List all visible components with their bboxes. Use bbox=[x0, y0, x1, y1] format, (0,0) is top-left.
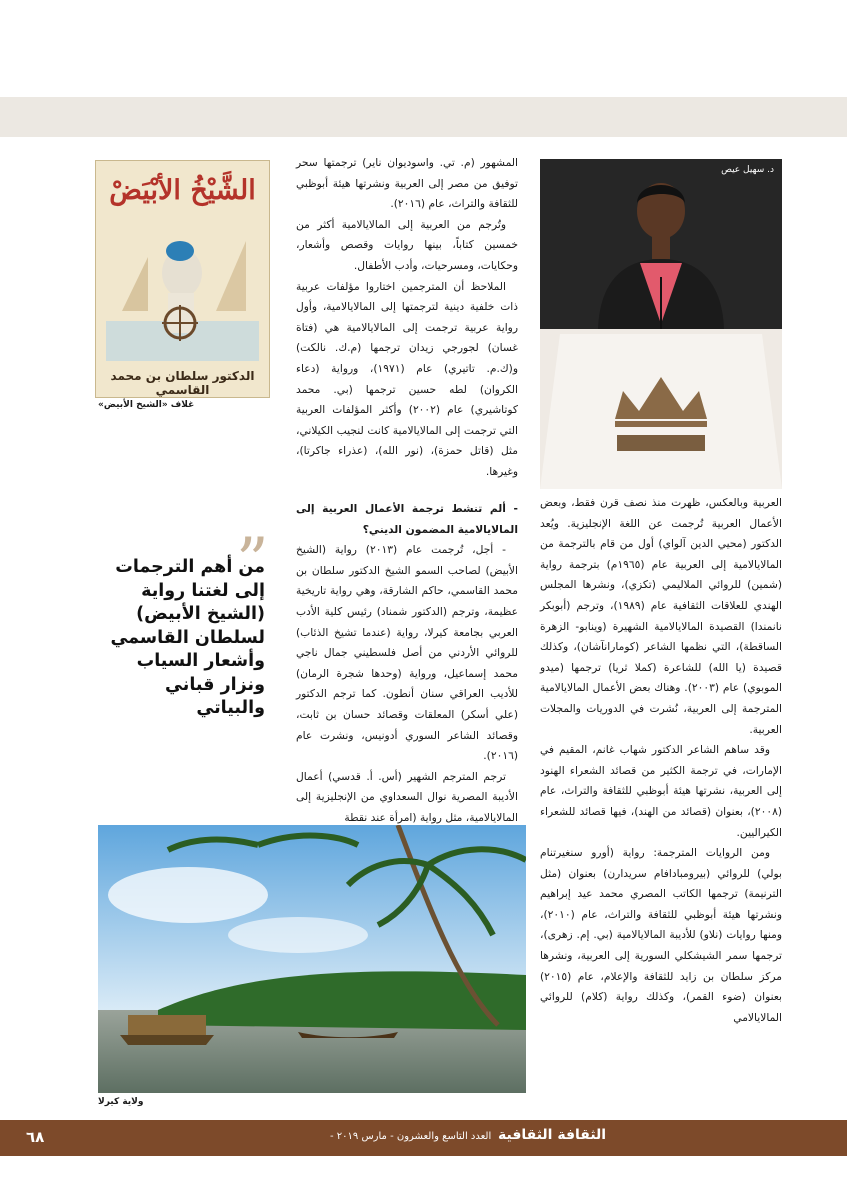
paragraph: ترجم المترجم الشهير (أس. أ. قدسي) أعمال الأديبة المصرية نوال السعداوي من الإنجليزية إلى المالايالامية، مثل رواية (امرأة عند نقطة bbox=[296, 769, 518, 824]
header-band bbox=[0, 97, 847, 137]
photo-caption: د. سهيل عيص bbox=[721, 165, 774, 175]
pull-quote: من أهم الترجمات إلى لغتنا رواية (الشيخ الأبيض) لسلطان القاسمي وأشعار السياب ونزار قباني والبياتي bbox=[110, 557, 265, 718]
paragraph: الملاحظ أن المترجمين اختاروا مؤلفات عربية ذات خلفية دينية لترجمتها إلى المالايالامية، وأول رواية عربية ترجمت إلى المالايالامية هي (فتاة غسان) لجورجي زيدان ترجمها (م.ك. نالكت) و(ك.م. تاتيري) عام (١٩٧١)، ورواية (دعاء الكروان) لطه حسين ترجمها (بي. محمد كوتاشيري) عام (٢٠٠٢) وأكثر المؤلفات العربية التي ترجمت إلى المالايالامية كانت لنجيب الكيلاني، مثل (قاتل حمزة)، (نور الله)، (عذراء جاكرتا)، وغيرها. bbox=[296, 279, 518, 478]
paragraph: العربية وبالعكس، ظهرت منذ نصف قرن فقط، وبعض الأعمال العربية تُرجمت عن اللغة الإنجليزية. ويُعد الدكتور (محيي الدين آلواي) أول من قام بالترجمة من المالايالامية إلى العربية عام (١٩٦٥م) بترجمة رواية (شمين) للروائي الملاليمي (تكزي)، ونشرها المجلس الهندي للعلاقات الثقافية عام (١٩٨٩)، وترجم (أبوبكر نانمندا) القصيدة المالايالامية الشهيرة (وينابو- الزهرة الساقطة)، التي نظمها الشاعر (كومارانآشان)، وكذلك قصيدة (يا الله) للشاعرة (كملا ثريا) ترجمها (ميدو الموبوي) عام (٢٠٠٣). وهناك بعض الأعمال المالايالامية المترجمة إلى العربية، نُشرت في الدوريات والمجلات العربية. bbox=[540, 496, 783, 736]
paragraph: - أجل، تُرجمت عام (٢٠١٣) رواية (الشيخ الأبيض) لصاحب السمو الشيخ الدكتور سلطان بن محمد القاسمي، حاكم الشارقة، وهي رواية تاريخية عظيمة، وترجم (الدكتور شمناد) رئيس كلية الأدب العربي بجامعة كيرلا، رواية (عندما تشيخ الذئاب) للروائي الأردني من أصل فلسطيني جمال ناجي محمد إسماعيل، ورواية (وحدها شجرة الرمان) للأديب العراقي سنان أنطون. كما ترجم الدكتور (علي أسكر) المعلقات وقصائد حسان بن ثابت، وقصائد الشاعر السوري أدونيس، ونشرت عام (٢٠١٦). bbox=[296, 543, 518, 763]
magazine-name: الثقافة الثقافية bbox=[498, 1127, 607, 1143]
footer-bar bbox=[0, 1120, 847, 1156]
speaker-photo bbox=[540, 159, 782, 489]
interview-question: - ألم تنشط ترجمة الأعمال العربية إلى المالايالامية المضمون الديني؟ bbox=[296, 502, 518, 536]
issue-info: العدد التاسع والعشرون - مارس ٢٠١٩ - bbox=[330, 1131, 492, 1142]
kerala-backwater-photo bbox=[98, 825, 526, 1093]
column-middle-upper bbox=[296, 153, 518, 483]
speaker-photo-illustration bbox=[540, 159, 782, 489]
paragraph: ومن الروايات المترجمة: رواية (أورو سنغيرتنام بولي) للروائي (بيرومبادافام سريدارن) بعنوان (مثل الترنيمة) ترجمها الكاتب المصري محمد عيد إبراهيم ونشرتها هيئة أبوظبي للثقافة والتراث، عام (٢٠١٠)، ومنها روايات (نلاو) للأديبة المالايالامية (بي. إم. زهرى)، ترجمها سمر الشيشكلي السورية إلى العربية، ونشرها مركز سلطان بن زايد للثقافة والإعلام، عام (٢٠١٥) بعنوان (ضوء القمر)، وكذلك رواية (كلام) للروائي المالايالامي bbox=[540, 846, 782, 1024]
book-caption: غلاف «الشيخ الأبيض» bbox=[98, 400, 195, 410]
book-cover-author: الدكتور سلطان بن محمد القاسمي bbox=[110, 369, 255, 397]
book-cover-title: الشَّيْخُ الأبْيَضْ bbox=[109, 175, 256, 206]
kerala-scene-illustration bbox=[98, 825, 526, 1093]
paragraph: وتُرجم من العربية إلى المالايالامية أكثر من خمسين كتاباً، بينها روايات وقصص وأشعار، وحكايات، ومسرحيات، وأدب الأطفال. bbox=[296, 217, 518, 272]
book-cover bbox=[95, 160, 270, 398]
column-middle-lower bbox=[296, 499, 518, 829]
paragraph: وقد ساهم الشاعر الدكتور شهاب غانم، المقيم في الإمارات، في ترجمة الكثير من قصائد الشعراء الهنود إلى العربية، نشرتها هيئة أبوظبي للثقافة والتراث، عام (٢٠٠٨)، بعنوان (قصائد من الهند)، فيها قصائد للشعراء الكيراليين. bbox=[540, 743, 782, 839]
book-cover-illustration bbox=[96, 161, 269, 397]
column-right bbox=[540, 493, 782, 1028]
quote-mark: ” bbox=[236, 525, 269, 599]
page-number: ٦٨ bbox=[26, 1128, 45, 1146]
paragraph: المشهور (م. تي. واسوديوان ناير) ترجمتها سحر توفيق من مصر إلى العربية ونشرتها هيئة أبوظبي للثقافة والتراث، عام (٢٠١٦). bbox=[296, 156, 518, 211]
scene-caption: ولاية كيرلا bbox=[98, 1097, 144, 1107]
